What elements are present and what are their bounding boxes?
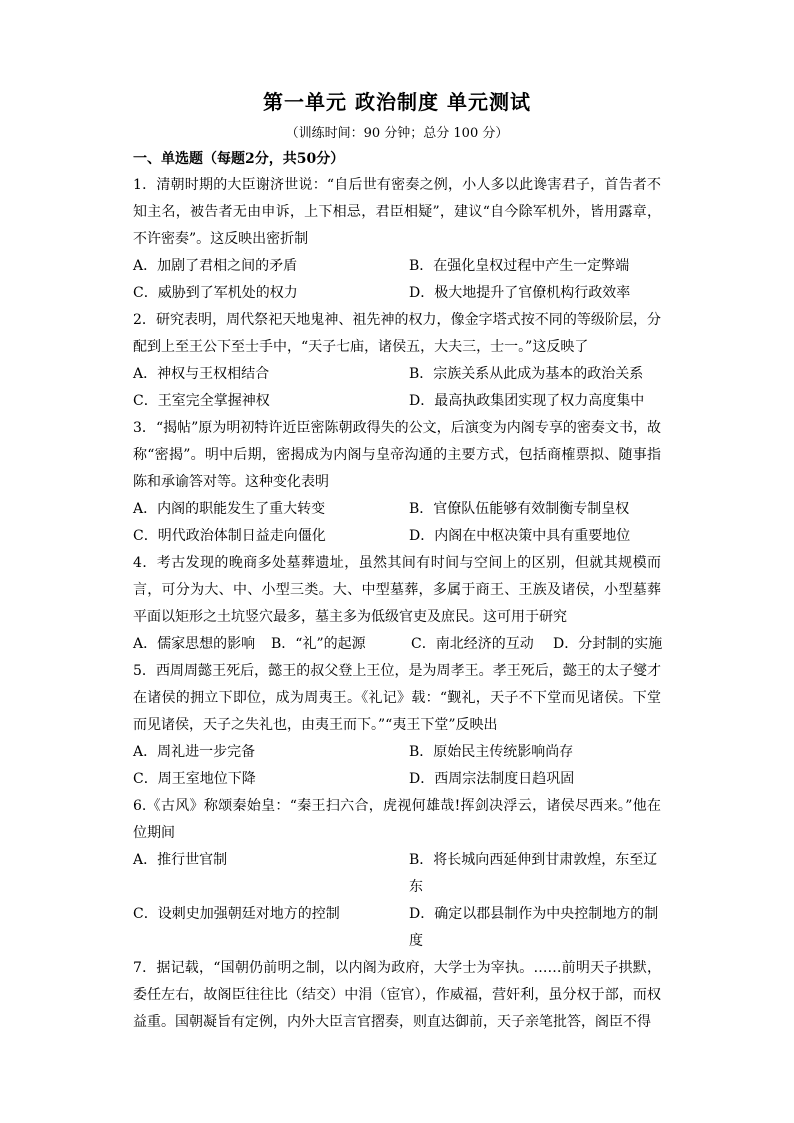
option-c: C．威胁到了军机处的权力 [133, 285, 298, 301]
question-stem: 3．“揭帖”原为明初特许近臣密陈朝政得失的公文，后演变为内阁专享的密奏文书，故称“密揭”。明中后期，密揭成为内阁与皇帝沟通的主要方式，包括商榷票拟、随事指陈和承谕答对等。这种变化表明 [133, 420, 661, 490]
option-a: A．儒家思想的影响 [133, 636, 256, 652]
option-group [133, 847, 661, 955]
option-a: A．周礼进一步完备 [133, 744, 256, 760]
option-c: C．周王室地位下降 [133, 771, 256, 787]
option-group [133, 253, 661, 307]
option-group [133, 631, 661, 658]
option-c: C．王室完全掌握神权 [133, 393, 270, 409]
option-b: B．“礼”的起源 [271, 636, 366, 652]
option-a: A．内阁的职能发生了重大转变 [133, 501, 326, 517]
option-d: D．西周宗法制度日趋巩固 [409, 771, 575, 787]
option-group [133, 496, 661, 550]
option-d: D．最高执政集团实现了权力高度集中 [409, 393, 645, 409]
question-stem: 5．西周周懿王死后，懿王的叔父登上王位，是为周孝王。孝王死后，懿王的太子燮才在诸侯的拥立下即位，成为周夷王。《礼记》载：“觐礼，天子不下堂而见诸侯。下堂而见诸侯，天子之失礼也，由夷王而下。”“夷王下堂”反映出 [133, 663, 661, 733]
option-group [133, 361, 661, 415]
question-stem: 4．考古发现的晚商多处墓葬遗址，虽然其间有时间与空间上的区别，但就其规模而言，可分为大、中、小型三类。大、中型墓葬，多属于商王、王族及诸侯，小型墓葬平面以矩形之土坑竖穴最多，墓主多为低级官吏及庶民。这可用于研究 [133, 555, 661, 625]
option-a: A．神权与王权相结合 [133, 366, 270, 382]
option-a: A．加剧了君相之间的矛盾 [133, 258, 298, 274]
option-b: B．在强化皇权过程中产生一定弊端 [409, 258, 630, 274]
question-stem: 6.《古风》称颂秦始皇：“秦王扫六合，虎视何雄哉!挥剑决浮云，诸侯尽西来。”他在位期间 [133, 798, 661, 841]
option-d: D．确定以郡县制作为中央控制地方的制度 [409, 906, 659, 949]
option-b: B．官僚队伍能够有效制衡专制皇权 [409, 501, 630, 517]
question-list [133, 172, 661, 1036]
option-group [133, 739, 661, 793]
option-b: B．宗族关系从此成为基本的政治关系 [409, 366, 644, 382]
page-title: 第一单元 政治制度 单元测试 [263, 90, 531, 114]
question-stem: 1．清朝时期的大臣谢济世说：“自后世有密奏之例，小人多以此谗害君子，首告者不知主名，被告者无由申诉，上下相忌，君臣相疑”，建议“自今除军机外，皆用露章，不许密奏”。这反映出密折制 [133, 177, 661, 247]
option-c: C．明代政治体制日益走向僵化 [133, 528, 326, 544]
page-subtitle: （训练时间：90 分钟；总分 100 分） [285, 126, 509, 141]
option-c: C．南北经济的互动 [411, 636, 534, 652]
option-a: A．推行世官制 [133, 852, 228, 868]
option-c: C．设刺史加强朝廷对地方的控制 [133, 906, 340, 922]
question-stem: 2．研究表明，周代祭祀天地鬼神、祖先神的权力，像金字塔式按不同的等级阶层，分配到上至王公下至士手中，“天子七庙，诸侯五，大夫三，士一。”这反映了 [133, 312, 661, 355]
option-d: D．内阁在中枢决策中具有重要地位 [409, 528, 631, 544]
option-b: B．将长城向西延伸到甘肃敦煌，东至辽东 [409, 852, 658, 895]
question-stem: 7．据记载，“国朝仍前明之制，以内阁为政府，大学士为宰执。……前明天子拱默，委任左右，故阁臣往往比（结交）中涓（宦官），作威福，营奸利，虽分权于部，而权益重。国朝凝旨有定例，内外大臣言官摺奏，则直达御前，天子亲笔批答，阁臣不得 [133, 960, 661, 1030]
option-b: B．原始民主传统影响尚存 [409, 744, 574, 760]
option-d: D．极大地提升了官僚机构行政效率 [409, 285, 631, 301]
option-d: D．分封制的实施 [553, 636, 663, 652]
section-heading: 一、单选题（每题2分，共50分） [133, 151, 345, 167]
